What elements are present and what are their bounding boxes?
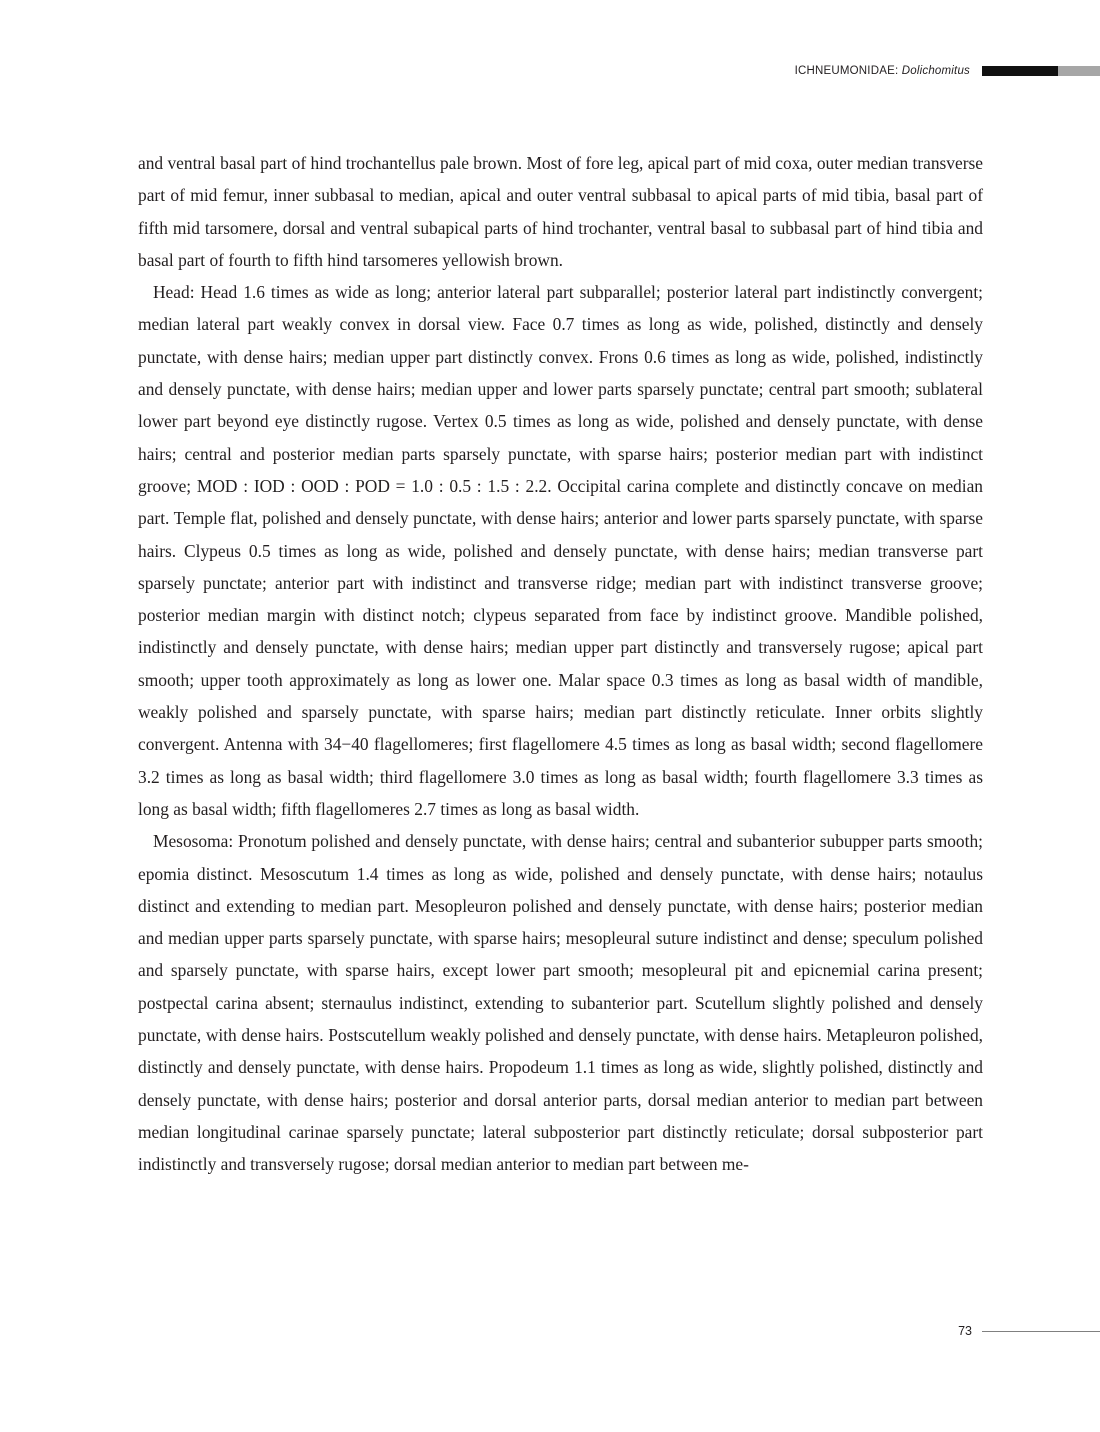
running-head (795, 64, 970, 78)
header-bar-dark (982, 66, 1058, 76)
paragraph-head: Head: Head 1.6 times as wide as long; anterior lateral part subparallel; posterior lateral part indistinctly convergent; median lateral part weakly convex in dorsal view. Face 0.7 times as long as wide, polished, distinctly and densely punctate, with dense hairs; median upper part distinctly convex. Frons 0.6 times as long as wide, polished, indistinctly and densely punctate, with dense hairs; median upper and lower parts sparsely punctate; central part smooth; sublateral lower part beyond eye distinctly rugose. Vertex 0.5 times as long as wide, polished and densely punctate, with dense hairs; central and posterior median parts sparsely punctate, with sparse hairs; posterior median part with indistinct groove; MOD : IOD : OOD : POD = 1.0 : 0.5 : 1.5 : 2.2. Occipital carina complete and distinctly concave on median part. Temple flat, polished and densely punctate, with dense hairs; anterior and lower parts sparsely punctate, with sparse hairs. Clypeus 0.5 times as long as wide, polished and densely punctate, with dense hairs; median transverse part sparsely punctate; anterior part with indistinct and transverse ridge; median part with indistinct transverse groove; posterior median margin with distinct notch; clypeus separated from face by indistinct groove. Mandible polished, indistinctly and densely punctate, with dense hairs; median upper part distinctly and transversely rugose; apical part smooth; upper tooth approximately as long as lower one. Malar space 0.3 times as long as basal width of mandible, weakly polished and sparsely punctate, with sparse hairs; median part distinctly reticulate. Inner orbits slightly convergent. Antenna with 34−40 flagellomeres; first flagellomere 4.5 times as long as basal width; second flagellomere 3.2 times as long as basal width; third flagellomere 3.0 times as long as basal width; fourth flagellomere 3.3 times as long as basal width; fifth flagellomeres 2.7 times as long as basal width. (138, 282, 983, 819)
page-number: 73 (958, 1324, 972, 1338)
header-bar-light (1058, 66, 1100, 76)
footer-rule (982, 1331, 1100, 1332)
body-text (138, 147, 983, 1181)
paragraph-mesosoma: Mesosoma: Pronotum polished and densely punctate, with dense hairs; central and subanterior subupper parts smooth; epomia distinct. Mesoscutum 1.4 times as long as wide, polished and densely punctate, with dense hairs; notaulus distinct and extending to median part. Mesopleuron polished and densely punctate, with dense hairs; posterior median and median upper parts sparsely punctate, with sparse hairs; mesopleural suture indistinct and dense; speculum polished and sparsely punctate, with sparse hairs, except lower part smooth; mesopleural pit and epicnemial carina present; postpectal carina absent; sternaulus indistinct, extending to subanterior part. Scutellum slightly polished and densely punctate, with dense hairs. Postscutellum weakly polished and densely punctate, with dense hairs. Metapleuron polished, distinctly and densely punctate, with dense hairs. Propodeum 1.1 times as long as wide, slightly polished, distinctly and densely punctate, with dense hairs; posterior and dorsal anterior parts, dorsal median anterior to median part between median longitudinal carinae sparsely punctate; lateral subposterior part distinctly reticulate; dorsal subposterior part indistinctly and transversely rugose; dorsal median anterior to median part between me- (138, 831, 983, 1175)
paragraph-coloration: and ventral basal part of hind trochantellus pale brown. Most of fore leg, apical part of mid coxa, outer median transverse part of mid femur, inner subbasal to median, apical and outer ventral subbasal to apical parts of mid tibia, basal part of fifth mid tarsomere, dorsal and ventral subapical parts of hind trochanter, ventral basal to subbasal part of hind tibia and basal part of fourth to fifth hind tarsomeres yellowish brown. (138, 153, 983, 270)
running-head-genus: Dolichomitus (901, 65, 970, 77)
running-head-family: ICHNEUMONIDAE: (794, 65, 899, 77)
